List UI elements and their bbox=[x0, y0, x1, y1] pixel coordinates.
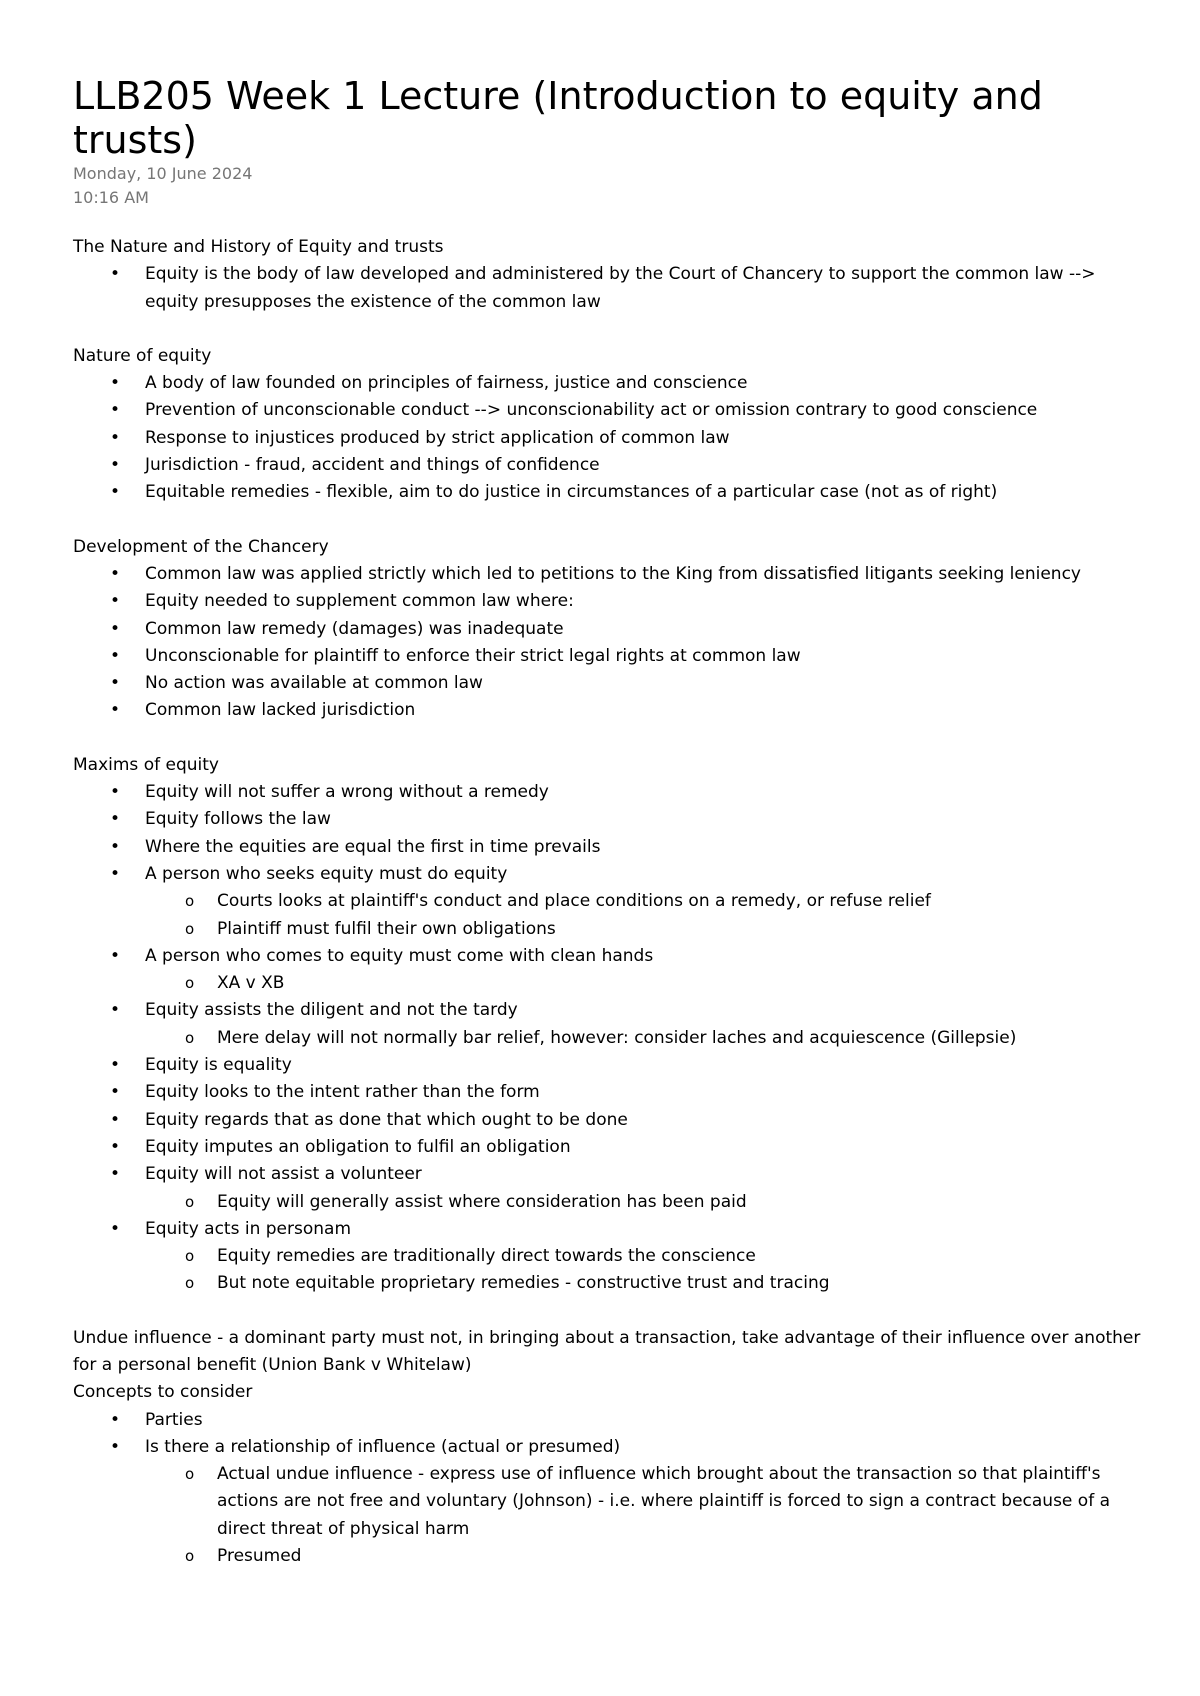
bullet-icon: • bbox=[110, 373, 121, 394]
bullet-icon: • bbox=[110, 1055, 121, 1076]
bullet-icon: • bbox=[110, 863, 121, 884]
list-item-text: Response to injustices produced by strict application of common law bbox=[145, 427, 730, 448]
bullet-icon: • bbox=[110, 1218, 121, 1239]
sub-bullet-icon: o bbox=[185, 892, 195, 911]
spacer bbox=[73, 1298, 1143, 1325]
sub-bullet-icon: o bbox=[185, 1465, 195, 1484]
sub-list-item bbox=[145, 1270, 1143, 1297]
bullet-icon: • bbox=[110, 809, 121, 830]
list-item bbox=[73, 452, 1143, 479]
document-page bbox=[73, 74, 1143, 1570]
section-heading: Nature of equity bbox=[73, 345, 212, 366]
bullet-icon: • bbox=[110, 591, 121, 612]
sub-bullet-icon: o bbox=[185, 919, 195, 938]
bullet-list bbox=[73, 561, 1143, 725]
bullet-icon: • bbox=[110, 782, 121, 803]
list-item-text: Equity looks to the intent rather than the form bbox=[145, 1082, 540, 1103]
list-item bbox=[73, 370, 1143, 397]
undue-influence-section bbox=[73, 1325, 1143, 1571]
list-item-text: Equity assists the diligent and not the tardy bbox=[145, 1000, 518, 1021]
bullet-list bbox=[73, 370, 1143, 506]
sub-list-item bbox=[145, 1243, 1143, 1270]
bullet-icon: • bbox=[110, 563, 121, 584]
list-item-text: Equity regards that as done that which ought to be done bbox=[145, 1109, 628, 1130]
list-item-text: A person who seeks equity must do equity bbox=[145, 863, 508, 884]
sub-bullet-icon: o bbox=[185, 1028, 195, 1047]
sub-bullet-icon: o bbox=[185, 1274, 195, 1293]
section-heading: The Nature and History of Equity and trusts bbox=[73, 237, 444, 257]
list-item-text: Parties bbox=[145, 1409, 203, 1430]
sub-list-item bbox=[145, 1543, 1143, 1570]
list-item bbox=[73, 943, 1143, 998]
sub-list-item-text: Plaintiff must fulfil their own obligations bbox=[217, 918, 556, 939]
list-item bbox=[73, 1134, 1143, 1161]
sub-list-item-text: Actual undue influence - express use of influence which brought about the transaction so that plaintiff's actions are not free and voluntary (Johnson) - i.e. where plaintiff is forced to sign a contract because of a direct threat of physical harm bbox=[217, 1464, 1111, 1539]
sub-bullet-icon: o bbox=[185, 1247, 195, 1266]
list-item bbox=[73, 397, 1143, 424]
list-item-text: A person who comes to equity must come with clean hands bbox=[145, 945, 654, 966]
bullet-icon: • bbox=[110, 1164, 121, 1185]
list-item-text: Equity will not assist a volunteer bbox=[145, 1164, 422, 1185]
bullet-icon: • bbox=[110, 1082, 121, 1103]
list-item bbox=[73, 425, 1143, 452]
bullet-list bbox=[73, 779, 1143, 1298]
bullet-icon: • bbox=[110, 427, 121, 448]
list-item-text: Jurisdiction - fraud, accident and things of confidence bbox=[145, 455, 600, 476]
sub-bullet-list bbox=[145, 1243, 1143, 1298]
spacer bbox=[73, 210, 1143, 234]
list-item bbox=[73, 561, 1143, 588]
bullet-icon: • bbox=[110, 700, 121, 721]
bullet-icon: • bbox=[110, 1109, 121, 1130]
list-item bbox=[73, 1161, 1143, 1216]
list-item bbox=[73, 670, 1143, 697]
list-item bbox=[73, 616, 1143, 643]
list-item-text: Equity needed to supplement common law where: bbox=[145, 591, 574, 612]
bullet-list bbox=[73, 1407, 1143, 1571]
sub-bullet-list bbox=[145, 1025, 1143, 1052]
sub-list-item-text: Presumed bbox=[217, 1546, 302, 1567]
list-item-text: Common law remedy (damages) was inadequate bbox=[145, 618, 564, 639]
sub-list-item-text: Equity will generally assist where consideration has been paid bbox=[217, 1191, 747, 1212]
bullet-icon: • bbox=[110, 264, 121, 285]
section bbox=[73, 752, 1143, 1298]
sub-list-item bbox=[145, 888, 1143, 915]
bullet-icon: • bbox=[110, 1436, 121, 1457]
list-item bbox=[73, 1216, 1143, 1298]
list-item-text: Unconscionable for plaintiff to enforce their strict legal rights at common law bbox=[145, 645, 801, 666]
bullet-icon: • bbox=[110, 1409, 121, 1430]
sub-list-item bbox=[145, 916, 1143, 943]
page-title: LLB205 Week 1 Lecture (Introduction to equity and trusts) bbox=[73, 74, 1043, 162]
sub-list-item-text: Equity remedies are traditionally direct towards the conscience bbox=[217, 1246, 756, 1267]
sub-bullet-icon: o bbox=[185, 1547, 195, 1566]
list-item-text: Is there a relationship of influence (actual or presumed) bbox=[145, 1436, 621, 1457]
list-item bbox=[73, 806, 1143, 833]
list-item-text: Equity is equality bbox=[145, 1055, 292, 1076]
list-item bbox=[73, 1052, 1143, 1079]
spacer bbox=[73, 725, 1143, 752]
page-time: 10:16 AM bbox=[73, 188, 149, 207]
sub-list-item bbox=[145, 1461, 1143, 1543]
bullet-list bbox=[73, 261, 1143, 316]
bullet-icon: • bbox=[110, 400, 121, 421]
bullet-icon: • bbox=[110, 836, 121, 857]
list-item bbox=[73, 997, 1143, 1052]
section-heading: Concepts to consider bbox=[73, 1382, 253, 1403]
sub-list-item-text: But note equitable proprietary remedies - constructive trust and tracing bbox=[217, 1273, 830, 1294]
sub-list-item-text: XA v XB bbox=[217, 973, 285, 994]
section bbox=[73, 343, 1143, 507]
spacer bbox=[73, 316, 1143, 343]
sub-bullet-icon: o bbox=[185, 974, 195, 993]
bullet-icon: • bbox=[110, 945, 121, 966]
bullet-icon: • bbox=[110, 618, 121, 639]
notes-body bbox=[73, 234, 1143, 1325]
list-item bbox=[73, 697, 1143, 724]
sub-list-item-text: Mere delay will not normally bar relief, however: consider laches and acquiescence (Gillepsie) bbox=[217, 1027, 1017, 1048]
sub-bullet-icon: o bbox=[185, 1192, 195, 1211]
bullet-icon: • bbox=[110, 482, 121, 503]
list-item-text: A body of law founded on principles of fairness, justice and conscience bbox=[145, 373, 748, 394]
section-heading: Maxims of equity bbox=[73, 754, 219, 775]
list-item bbox=[73, 643, 1143, 670]
bullet-icon: • bbox=[110, 1136, 121, 1157]
list-item-text: Common law was applied strictly which led to petitions to the King from dissatisfied litigants seeking leniency bbox=[145, 563, 1081, 584]
section-heading: Development of the Chancery bbox=[73, 536, 329, 557]
sub-bullet-list bbox=[145, 1189, 1143, 1216]
sub-list-item-text: Courts looks at plaintiff's conduct and place conditions on a remedy, or refuse relief bbox=[217, 891, 931, 912]
sub-list-item bbox=[145, 970, 1143, 997]
list-item-text: Common law lacked jurisdiction bbox=[145, 700, 416, 721]
list-item-text: No action was available at common law bbox=[145, 673, 483, 694]
section bbox=[73, 534, 1143, 725]
undue-influence-intro: Undue influence - a dominant party must not, in bringing about a transaction, take advantage of their influence over another for a personal benefit (Union Bank v Whitelaw) bbox=[73, 1327, 1141, 1375]
list-item-text: Prevention of unconscionable conduct --> unconscionability act or omission contrary to good conscience bbox=[145, 400, 1038, 421]
bullet-icon: • bbox=[110, 673, 121, 694]
list-item bbox=[73, 834, 1143, 861]
list-item bbox=[73, 1434, 1143, 1570]
list-item-text: Where the equities are equal the first in time prevails bbox=[145, 836, 601, 857]
list-item-text: Equity acts in personam bbox=[145, 1218, 352, 1239]
bullet-icon: • bbox=[110, 455, 121, 476]
list-item-text: Equity imputes an obligation to fulfil an obligation bbox=[145, 1136, 571, 1157]
sub-bullet-list bbox=[145, 888, 1143, 943]
list-item-text: Equity follows the law bbox=[145, 809, 331, 830]
list-item-text: Equity will not suffer a wrong without a remedy bbox=[145, 782, 549, 803]
spacer bbox=[73, 507, 1143, 534]
list-item bbox=[73, 261, 1143, 316]
list-item bbox=[73, 1107, 1143, 1134]
list-item bbox=[73, 861, 1143, 943]
list-item-text: Equity is the body of law developed and administered by the Court of Chancery to support the common law --> equity presupposes the existence of the common law bbox=[145, 264, 1096, 312]
page-date: Monday, 10 June 2024 bbox=[73, 164, 253, 183]
list-item bbox=[73, 1079, 1143, 1106]
sub-bullet-list bbox=[145, 1461, 1143, 1570]
bullet-icon: • bbox=[110, 1000, 121, 1021]
list-item bbox=[73, 479, 1143, 506]
list-item bbox=[73, 1407, 1143, 1434]
list-item-text: Equitable remedies - flexible, aim to do justice in circumstances of a particular case (not as of right) bbox=[145, 482, 998, 503]
sub-list-item bbox=[145, 1189, 1143, 1216]
bullet-icon: • bbox=[110, 645, 121, 666]
section bbox=[73, 234, 1143, 316]
sub-list-item bbox=[145, 1025, 1143, 1052]
sub-bullet-list bbox=[145, 970, 1143, 997]
list-item bbox=[73, 588, 1143, 615]
list-item bbox=[73, 779, 1143, 806]
